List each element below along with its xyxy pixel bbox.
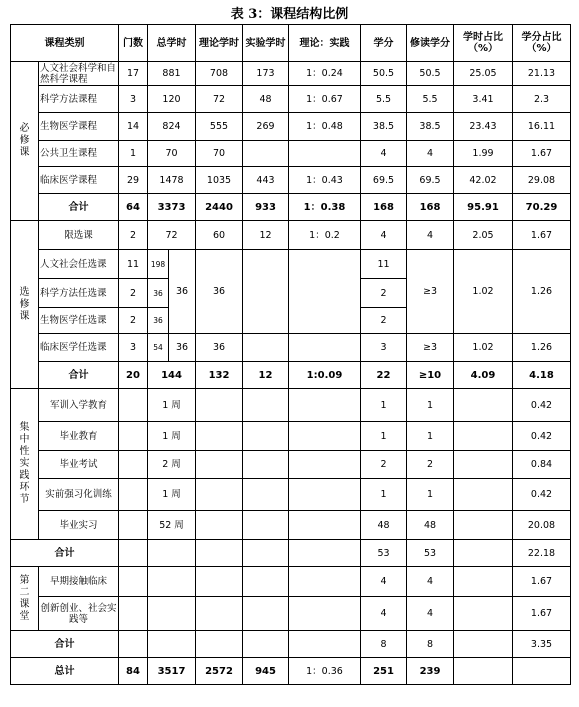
table-row <box>11 250 571 279</box>
cell-hours <box>148 567 196 597</box>
cell-cpct: 2.3 <box>513 86 571 113</box>
cell-count: 64 <box>119 194 148 221</box>
cell-credit: 5.5 <box>361 86 407 113</box>
header-row <box>11 25 571 62</box>
cell-shared-hours: 36 <box>169 250 196 334</box>
course-name: 临床医学课程 <box>39 167 119 194</box>
course-name: 军训入学教育 <box>39 389 119 422</box>
cell-theory: 708 <box>196 62 243 86</box>
cell-lab: 12 <box>243 362 289 389</box>
cell-ratio <box>289 597 361 631</box>
cell-lab: 933 <box>243 194 289 221</box>
cell-credit: 1 <box>361 479 407 511</box>
cell-count: 2 <box>119 221 148 250</box>
cell-lab <box>243 389 289 422</box>
cell-lab <box>243 567 289 597</box>
cell-theory <box>196 540 243 567</box>
cell-credit: 48 <box>361 511 407 540</box>
cell-credit: 4 <box>361 597 407 631</box>
cell-count <box>119 567 148 597</box>
header-lab-hours: 实验学时 <box>243 25 289 62</box>
cell-theory <box>196 422 243 451</box>
cell-count: 2 <box>119 308 148 334</box>
cell-lab: 945 <box>243 658 289 685</box>
table-row <box>11 86 571 113</box>
cell-hpct: 23.43 <box>454 113 513 141</box>
cell-theory: 555 <box>196 113 243 141</box>
table-row <box>11 389 571 422</box>
cell-lab <box>243 511 289 540</box>
cell-take: 50.5 <box>407 62 454 86</box>
cell-theory <box>196 631 243 658</box>
cell-hpct <box>454 511 513 540</box>
table-title: 表 3：课程结构比例 <box>230 7 349 22</box>
cell-hpct <box>454 451 513 479</box>
cell-take: 8 <box>407 631 454 658</box>
course-name: 生物医学任选课 <box>39 308 119 334</box>
cell-cpct: 0.42 <box>513 422 571 451</box>
cell-ratio: 1：0.38 <box>289 194 361 221</box>
cell-count: 3 <box>119 86 148 113</box>
cell-lab <box>243 422 289 451</box>
cell-credit: 168 <box>361 194 407 221</box>
table-row <box>11 422 571 451</box>
table-row <box>11 141 571 167</box>
cell-hours: 36 <box>148 279 169 308</box>
cell-hours: 3517 <box>148 658 196 685</box>
cell-theory: 2440 <box>196 194 243 221</box>
cell-take: ≥3 <box>407 250 454 334</box>
cell-lab: 12 <box>243 221 289 250</box>
cell-hours: 70 <box>148 141 196 167</box>
cell-count <box>119 389 148 422</box>
cell-take: ≥3 <box>407 334 454 362</box>
cell-credit: 50.5 <box>361 62 407 86</box>
cell-cpct: 1.67 <box>513 141 571 167</box>
cell-hpct: 1.99 <box>454 141 513 167</box>
cell-hpct <box>454 422 513 451</box>
cell-hpct <box>454 567 513 597</box>
subtotal-label: 合计 <box>11 540 119 567</box>
cell-count: 29 <box>119 167 148 194</box>
cell-count: 14 <box>119 113 148 141</box>
cell-take: 1 <box>407 479 454 511</box>
cell-count: 84 <box>119 658 148 685</box>
cell-take: 168 <box>407 194 454 221</box>
cell-ratio <box>289 567 361 597</box>
cell-credit: 1 <box>361 422 407 451</box>
cell-take: 69.5 <box>407 167 454 194</box>
subtotal-label: 合计 <box>11 631 119 658</box>
cell-hours: 3373 <box>148 194 196 221</box>
cell-credit: 4 <box>361 221 407 250</box>
cell-cpct: 4.18 <box>513 362 571 389</box>
cell-count <box>119 422 148 451</box>
course-name: 科学方法任选课 <box>39 279 119 308</box>
category-second-classroom: 第 二 课 堂 <box>11 567 39 631</box>
cell-theory: 132 <box>196 362 243 389</box>
cell-credit: 69.5 <box>361 167 407 194</box>
cell-credit: 1 <box>361 389 407 422</box>
category-practice: 集 中 性 实 践 环 节 <box>11 389 39 540</box>
cell-shared-hours: 36 <box>169 334 196 362</box>
cell-take: 4 <box>407 221 454 250</box>
table-row <box>11 62 571 86</box>
course-name: 科学方法课程 <box>39 86 119 113</box>
cell-credit: 53 <box>361 540 407 567</box>
cell-hpct: 1.02 <box>454 250 513 334</box>
cell-ratio <box>289 389 361 422</box>
cell-count <box>119 479 148 511</box>
table-row <box>11 597 571 631</box>
cell-hours: 144 <box>148 362 196 389</box>
cell-hours <box>148 540 196 567</box>
cell-hpct <box>454 540 513 567</box>
cell-theory: 36 <box>196 334 243 362</box>
cell-count <box>119 631 148 658</box>
category-required: 必 修 课 <box>11 62 39 221</box>
cell-credit: 2 <box>361 279 407 308</box>
cell-hours <box>148 631 196 658</box>
cell-ratio <box>289 422 361 451</box>
cell-hours: 36 <box>148 308 169 334</box>
cell-hours <box>148 597 196 631</box>
table-row <box>11 511 571 540</box>
cell-lab <box>243 250 289 334</box>
cell-ratio: 1：0.36 <box>289 658 361 685</box>
cell-cpct: 70.29 <box>513 194 571 221</box>
cell-theory <box>196 567 243 597</box>
cell-hpct <box>454 479 513 511</box>
table-row <box>11 334 571 362</box>
grand-total-row <box>11 658 571 685</box>
cell-cpct: 29.08 <box>513 167 571 194</box>
table-row <box>11 221 571 250</box>
cell-ratio: 1：0.67 <box>289 86 361 113</box>
cell-credit: 4 <box>361 567 407 597</box>
course-structure-table <box>10 24 571 685</box>
cell-theory <box>196 479 243 511</box>
cell-cpct: 0.42 <box>513 389 571 422</box>
cell-lab: 269 <box>243 113 289 141</box>
cell-count <box>119 540 148 567</box>
table-row <box>11 479 571 511</box>
cell-hpct <box>454 631 513 658</box>
cell-hpct: 4.09 <box>454 362 513 389</box>
cell-hours: 1 周 <box>148 422 196 451</box>
cell-hpct <box>454 389 513 422</box>
header-theory-hours: 理论学时 <box>196 25 243 62</box>
course-name: 创新创业、社会实践等 <box>39 597 119 631</box>
cell-take: 1 <box>407 422 454 451</box>
cell-hours: 72 <box>148 221 196 250</box>
cell-lab <box>243 451 289 479</box>
cell-theory <box>196 451 243 479</box>
cell-lab <box>243 479 289 511</box>
cell-cpct <box>513 658 571 685</box>
header-hours-pct: 学时占比（%） <box>454 25 513 62</box>
cell-credit: 8 <box>361 631 407 658</box>
course-name: 人文社会科学和自然科学课程 <box>39 62 119 86</box>
cell-credit: 11 <box>361 250 407 279</box>
cell-lab: 173 <box>243 62 289 86</box>
cell-ratio <box>289 141 361 167</box>
cell-cpct: 0.84 <box>513 451 571 479</box>
cell-hpct <box>454 658 513 685</box>
cell-lab <box>243 597 289 631</box>
cell-ratio <box>289 479 361 511</box>
cell-hours: 881 <box>148 62 196 86</box>
subtotal-row <box>11 540 571 567</box>
cell-ratio: 1：0.48 <box>289 113 361 141</box>
course-name: 毕业教育 <box>39 422 119 451</box>
cell-hpct: 2.05 <box>454 221 513 250</box>
cell-hpct <box>454 597 513 631</box>
cell-credit: 38.5 <box>361 113 407 141</box>
subtotal-label: 合计 <box>39 194 119 221</box>
header-credit: 学分 <box>361 25 407 62</box>
grand-total-label: 总计 <box>11 658 119 685</box>
category-elective: 选 修 课 <box>11 221 39 389</box>
cell-take: 5.5 <box>407 86 454 113</box>
cell-take: 48 <box>407 511 454 540</box>
header-count: 门数 <box>119 25 148 62</box>
cell-hours: 1 周 <box>148 479 196 511</box>
cell-theory: 72 <box>196 86 243 113</box>
cell-lab: 48 <box>243 86 289 113</box>
cell-hpct: 95.91 <box>454 194 513 221</box>
cell-count: 20 <box>119 362 148 389</box>
course-name: 人文社会任选课 <box>39 250 119 279</box>
cell-ratio <box>289 250 361 334</box>
cell-cpct: 3.35 <box>513 631 571 658</box>
cell-credit: 3 <box>361 334 407 362</box>
cell-theory <box>196 597 243 631</box>
cell-lab: 443 <box>243 167 289 194</box>
subtotal-row <box>11 194 571 221</box>
cell-lab <box>243 631 289 658</box>
table-row <box>11 167 571 194</box>
cell-hours: 2 周 <box>148 451 196 479</box>
subtotal-label: 合计 <box>39 362 119 389</box>
table-row <box>11 451 571 479</box>
cell-credit: 251 <box>361 658 407 685</box>
cell-hours: 52 周 <box>148 511 196 540</box>
course-name: 生物医学课程 <box>39 113 119 141</box>
cell-take: 4 <box>407 141 454 167</box>
cell-cpct: 20.08 <box>513 511 571 540</box>
cell-credit: 2 <box>361 451 407 479</box>
cell-cpct: 1.67 <box>513 597 571 631</box>
table-row <box>11 567 571 597</box>
cell-hours: 1478 <box>148 167 196 194</box>
cell-ratio: 1:0.09 <box>289 362 361 389</box>
cell-count <box>119 597 148 631</box>
table-row <box>11 113 571 141</box>
course-name: 毕业实习 <box>39 511 119 540</box>
cell-ratio <box>289 540 361 567</box>
cell-count: 1 <box>119 141 148 167</box>
cell-lab <box>243 141 289 167</box>
cell-take: 4 <box>407 567 454 597</box>
cell-credit: 2 <box>361 308 407 334</box>
header-take-credit: 修读学分 <box>407 25 454 62</box>
cell-ratio <box>289 334 361 362</box>
cell-ratio: 1：0.24 <box>289 62 361 86</box>
cell-hours: 198 <box>148 250 169 279</box>
cell-lab <box>243 334 289 362</box>
course-name: 早期接触临床 <box>39 567 119 597</box>
cell-ratio <box>289 511 361 540</box>
subtotal-row <box>11 631 571 658</box>
cell-cpct: 0.42 <box>513 479 571 511</box>
cell-hpct: 25.05 <box>454 62 513 86</box>
cell-hours: 120 <box>148 86 196 113</box>
header-credit-pct: 学分占比（%） <box>513 25 571 62</box>
cell-hours: 824 <box>148 113 196 141</box>
cell-take: ≥10 <box>407 362 454 389</box>
cell-hpct: 3.41 <box>454 86 513 113</box>
cell-count: 11 <box>119 250 148 279</box>
cell-ratio: 1：0.2 <box>289 221 361 250</box>
cell-take: 2 <box>407 451 454 479</box>
cell-hpct: 42.02 <box>454 167 513 194</box>
subtotal-row <box>11 362 571 389</box>
cell-theory: 2572 <box>196 658 243 685</box>
header-total-hours: 总学时 <box>148 25 196 62</box>
cell-credit: 22 <box>361 362 407 389</box>
cell-cpct: 22.18 <box>513 540 571 567</box>
cell-hpct: 1.02 <box>454 334 513 362</box>
cell-hours: 54 <box>148 334 169 362</box>
cell-cpct: 21.13 <box>513 62 571 86</box>
course-name: 临床医学任选课 <box>39 334 119 362</box>
cell-theory: 70 <box>196 141 243 167</box>
cell-theory: 36 <box>196 250 243 334</box>
cell-cpct: 1.26 <box>513 250 571 334</box>
cell-take: 239 <box>407 658 454 685</box>
cell-take: 38.5 <box>407 113 454 141</box>
cell-take: 4 <box>407 597 454 631</box>
cell-count <box>119 451 148 479</box>
cell-count: 3 <box>119 334 148 362</box>
cell-count: 2 <box>119 279 148 308</box>
cell-cpct: 1.67 <box>513 221 571 250</box>
course-name: 公共卫生课程 <box>39 141 119 167</box>
cell-theory: 60 <box>196 221 243 250</box>
cell-cpct: 1.67 <box>513 567 571 597</box>
cell-ratio <box>289 451 361 479</box>
cell-cpct: 16.11 <box>513 113 571 141</box>
cell-theory <box>196 389 243 422</box>
cell-ratio: 1：0.43 <box>289 167 361 194</box>
cell-theory: 1035 <box>196 167 243 194</box>
cell-take: 1 <box>407 389 454 422</box>
cell-ratio <box>289 631 361 658</box>
cell-theory <box>196 511 243 540</box>
cell-cpct: 1.26 <box>513 334 571 362</box>
cell-count: 17 <box>119 62 148 86</box>
cell-hours: 1 周 <box>148 389 196 422</box>
cell-take: 53 <box>407 540 454 567</box>
course-name: 毕业考试 <box>39 451 119 479</box>
course-name: 限选课 <box>39 221 119 250</box>
cell-credit: 4 <box>361 141 407 167</box>
header-category: 课程类别 <box>11 25 119 62</box>
cell-lab <box>243 540 289 567</box>
course-name: 实前强习化训练 <box>39 479 119 511</box>
header-ratio: 理论：实践 <box>289 25 361 62</box>
cell-count <box>119 511 148 540</box>
